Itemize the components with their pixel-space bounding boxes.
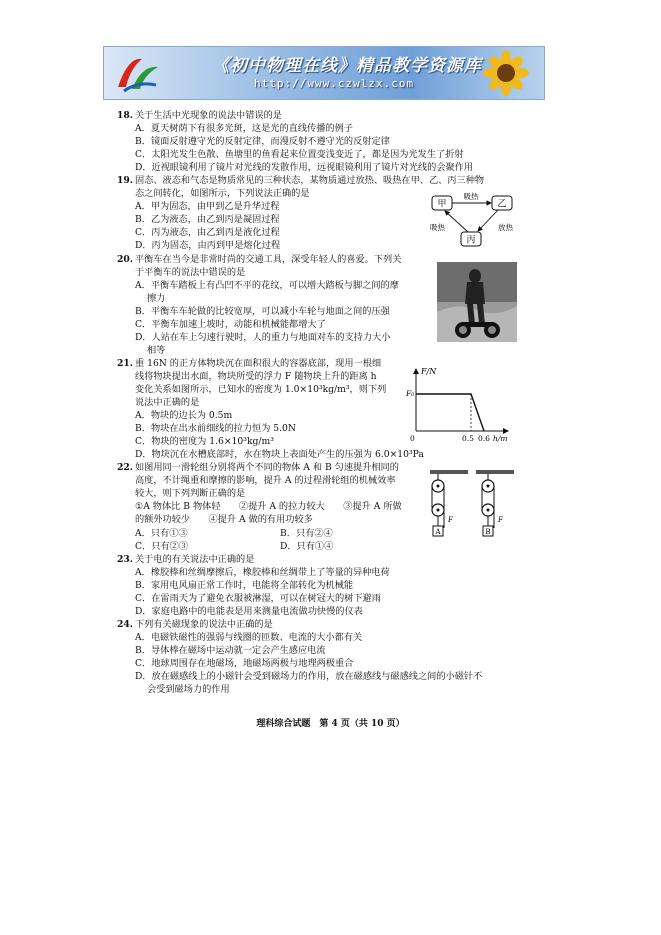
label-top-absorb: 吸热 <box>463 192 479 201</box>
balance-scooter-photo <box>437 262 517 342</box>
state-jia-label: 甲 <box>437 199 447 210</box>
pulley-diagrams <box>428 468 520 550</box>
label-right-release: 放热 <box>498 223 513 232</box>
q21-stem-cont-3: 说法中正确的是 <box>135 397 200 409</box>
y-axis-label: F/N <box>421 367 437 376</box>
state-bing-label: 丙 <box>466 235 476 246</box>
q21-option-c: C．物块的密度为 1.6×10³kg/m³ <box>135 436 274 448</box>
banner-url: http://www.czwlzx.com <box>254 77 415 90</box>
label-left-absorb: 吸热 <box>430 223 445 232</box>
pulley-system-b <box>476 470 514 536</box>
arrow-yi-to-bing <box>478 210 498 231</box>
q18-option-a: A．夏天树荫下有很多光斑，这是光的直线传播的例子 <box>135 123 353 135</box>
question-21: 21. 重 16N 的正方体物块沉在面积很大的容器底部，现用一根细 <box>117 357 382 369</box>
origin-label: 0 <box>410 434 415 443</box>
q21-option-b: B．物块在出水前细线的拉力恒为 5.0N <box>135 423 296 435</box>
q20-option-a: A．平衡车踏板上有凸凹不平的花纹，可以增大踏板与脚之间的摩 <box>135 279 399 291</box>
state-change-diagram <box>428 192 520 250</box>
question-20: 20. 平衡车在当今是非常时尚的交通工具，深受年轻人的喜爱。下列关 <box>117 253 402 265</box>
f0-label: F₀ <box>406 389 415 398</box>
q19-stem-cont: 态之间转化，如图所示，下列说法正确的是 <box>135 188 310 200</box>
q23-option-a: A．橡胶棒和丝绸摩擦后，橡胶棒和丝绸带上了等量的异种电荷 <box>135 566 390 578</box>
header-banner <box>103 46 545 100</box>
question-22: 22. 如图用同一滑轮组分别将两个不同的物体 A 和 B 匀速提升相同的 <box>117 462 399 474</box>
pulley-system-a <box>430 470 468 536</box>
q20-option-d-cont: 相等 <box>147 344 166 356</box>
object-a-label: A <box>435 528 441 536</box>
q19-option-c: C．丙为液态，由乙到丙是液化过程 <box>135 227 280 239</box>
arrow-bing-to-jia <box>445 211 468 232</box>
q22-items-1: ①A 物体比 B 物体轻 ②提升 A 的拉力较大 ③提升 A 所做 <box>135 501 402 513</box>
question-23: 23. 关于电的有关说法中正确的是 <box>117 553 255 565</box>
q19-option-d: D．丙为固态，由丙到甲是熔化过程 <box>135 240 281 252</box>
q21-stem-cont-1: 线将物块提出水面，物块所受的浮力 F 随物块上升的距离 h <box>135 370 377 382</box>
q23-option-d: D．家庭电路中的电能表是用来测量电流做功快慢的仪表 <box>135 605 363 617</box>
q20-option-b: B．平衡车车轮做的比较宽厚，可以减小车轮与地面之间的压强 <box>135 305 390 317</box>
sunflower-icon <box>476 49 536 97</box>
q22-items-2: 的额外功较少 ④提升 A 做的有用功较多 <box>135 514 313 526</box>
buoyancy-curve <box>416 394 484 431</box>
q19-option-b: B．乙为液态，由乙到丙是凝固过程 <box>135 214 280 226</box>
logo-icon <box>112 51 164 95</box>
q24-option-b: B．导体棒在磁场中运动就一定会产生感应电流 <box>135 644 326 656</box>
q22-option-c: C．只有②③ <box>135 540 188 552</box>
question-18: 18. 关于生活中光现象的说法中错误的是 <box>117 110 282 121</box>
object-b-label: B <box>485 528 491 536</box>
q24-option-a: A．电磁铁磁性的强弱与线圈的匝数、电流的大小都有关 <box>135 631 363 643</box>
tick-0-6: 0.6 <box>478 434 490 443</box>
banner-title: 《初中物理在线》精品教学资源库 <box>212 56 482 76</box>
q22-stem-cont-1: 高度，不计绳重和摩擦的影响，提升 A 的过程滑轮组的机械效率 <box>135 475 396 487</box>
tick-0-5: 0.5 <box>462 434 474 443</box>
q20-stem-cont: 于平衡车的说法中错误的是 <box>135 266 246 278</box>
q24-option-d: D．放在磁感线上的小磁针会受到磁场力的作用，放在磁感线与磁感线之间的小磁针不 <box>135 671 483 683</box>
q19-option-a: A．甲为固态，由甲到乙是升华过程 <box>135 201 280 213</box>
state-yi-label: 乙 <box>497 199 507 210</box>
force-b-label: F <box>498 516 503 524</box>
question-24: 24. 下列有关磁现象的说法中正确的是 <box>117 618 273 630</box>
q22-option-d: D．只有①④ <box>280 540 334 552</box>
q21-option-a: A．物块的边长为 0.5m <box>135 410 233 422</box>
x-axis-label: h/m <box>493 434 508 443</box>
q22-option-b: B．只有②④ <box>280 527 333 539</box>
q18-option-c: C．太阳光发生色散、鱼塘里的鱼看起来位置变浅变近了，都是因为光发生了折射 <box>135 149 464 161</box>
q20-option-c: C．平衡车加速上坡时，动能和机械能都增大了 <box>135 318 326 330</box>
q24-option-d-cont: 会受到磁场力的作用 <box>147 684 230 696</box>
q18-option-d: D．近视眼镜利用了镜片对光线的发散作用，远视眼镜利用了镜片对光线的会聚作用 <box>135 162 474 174</box>
q21-stem-cont-2: 变化关系如图所示，已知水的密度为 1.0×10³kg/m³，则下列 <box>135 383 387 395</box>
buoyancy-graph <box>404 365 514 443</box>
q22-option-a: A．只有①③ <box>135 527 188 539</box>
force-a-label: F <box>448 516 453 524</box>
q23-option-c: C．在雷雨天为了避免衣服被淋湿，可以在树冠大的树下避雨 <box>135 592 381 604</box>
q20-option-a-cont: 擦力 <box>147 292 166 304</box>
q24-option-c: C．地球周围存在地磁场，地磁场两极与地理两极重合 <box>135 657 354 669</box>
q23-option-b: B．家用电风扇正常工作时，电能将全部转化为机械能 <box>135 579 354 591</box>
q22-stem-cont-2: 较大，则下列判断正确的是 <box>135 488 246 500</box>
page-footer: 理科综合试题 第 4 页（共 10 页） <box>256 719 405 729</box>
question-19: 19. 固态、液态和气态是物质常见的三种状态，某物质通过放热、吸热在甲、乙、丙三种物 <box>117 175 485 187</box>
q21-option-d: D．物块沉在水槽底部时，水在物块上表面处产生的压强为 6.0×10³Pa <box>135 449 424 461</box>
q20-option-d: D．人站在车上匀速行驶时，人的重力与地面对车的支持力大小 <box>135 331 391 343</box>
q18-option-b: B．镜面反射遵守光的反射定律，而漫反射不遵守光的反射定律 <box>135 136 390 148</box>
